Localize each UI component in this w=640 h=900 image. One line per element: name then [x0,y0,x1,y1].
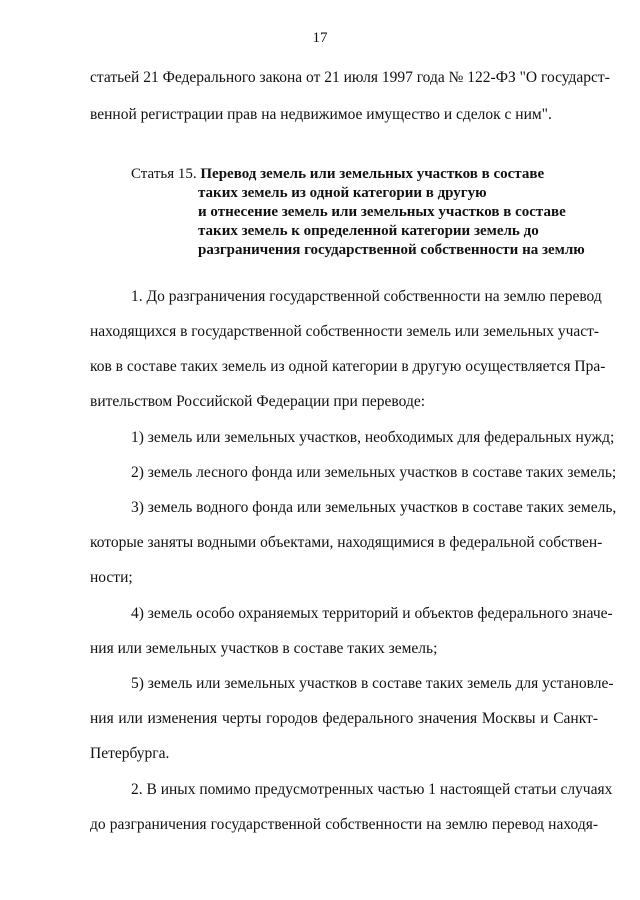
article-label: Статья 15. [131,166,197,182]
article-title-line [131,165,601,184]
body-line: 4) земель особо охраняемых территорий и объектов федерального значе- [131,605,613,622]
intro-line: венной регистрации прав на недвижимое имущество и сделок с ним". [90,106,552,123]
article-title-line [131,222,601,241]
body-line: 5) земель или земельных участков в составе таких земель для установле- [131,675,614,692]
body-line: ния или земельных участков в составе таких земель; [90,640,438,657]
article-title-line-text: разграничения государственной собственности на землю [198,242,585,258]
page-number: 17 [312,30,328,46]
body-line: вительством Российской Федерации при переводе: [90,393,426,410]
article-title-line-text: Перевод земель или земельных участков в составе [200,166,545,182]
body-line: ности; [90,569,133,586]
body-line: до разграничения государственной собственности на землю перевод находя- [90,816,598,833]
article-title-line-text: таких земель к определенной категории земель до [198,223,539,239]
body-line: 2. В иных помимо предусмотренных частью 1 настоящей статьи случаях [131,781,613,798]
body-line: которые заняты водными объектами, находящимися в федеральной собствен- [90,534,603,551]
article-title-line-text: таких земель из одной категории в другую [198,185,487,201]
article-title-line [131,184,601,203]
article-heading [131,165,601,260]
article-title-line-text: и отнесение земель или земельных участков в составе [198,204,566,220]
body-line: 3) земель водного фонда или земельных участков в составе таких земель, [131,499,617,516]
body-line: 1) земель или земельных участков, необходимых для федеральных нужд; [131,429,615,446]
intro-line: статьей 21 Федерального закона от 21 июля 1997 года № 122-ФЗ "О государст- [90,69,610,86]
body-line: ков в составе таких земель из одной категории в другую осуществляется Пра- [90,358,606,375]
body-line: находящихся в государственной собственности земель или земельных участ- [90,323,600,340]
body-line: 2) земель лесного фонда или земельных участков в составе таких земель; [131,464,617,481]
body-line: ния или изменения черты городов федерального значения Москвы и Санкт- [90,710,598,727]
article-title-line [131,241,601,260]
body-line: Петербурга. [90,745,170,762]
article-title-line [131,203,601,222]
body-line: 1. До разграничения государственной собственности на землю перевод [131,288,602,305]
